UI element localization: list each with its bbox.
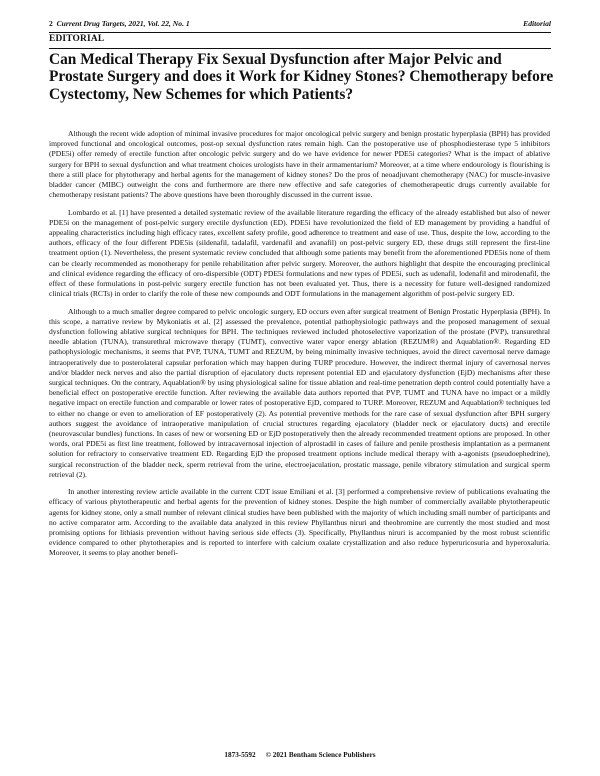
article-type: Editorial [523, 19, 551, 28]
running-head [49, 19, 551, 28]
paragraph-1: Although the recent wide adoption of minimal invasive procedures for major oncological pelvic surgery and benign prostatic hyperplasia (BPH) has provided improved functional and oncological outcomes, post-op sexual dysfunction rates remain high. Can the postoperative use of phosphodiesterase type 5 inhibitors (PDE5i) offer remedy of erectile function after oncologic pelvic surgery and do we have evidence for newer PDE5i categories? What is the impact of ablative surgery for BPH to sexual dysfunction and what treatment choices urologists have in their armamentarium? Moreover, at a time where endourology is flourishing is there a still place for phytotherapy and herbal agents for the management of kidney stones? Do the pros of neoadjuvant chemotherapy (NAC) for muscle-invasive bladder cancer (MIBC) outweight the cons and furthermore are there new effective and safe categories of chemotherapeutic drugs currently available for chemotherapy resistant patients? The above questions have been thoroughly discussed in the current issue. [49, 129, 550, 200]
paragraph-4: In another interesting review article available in the current CDT issue Emiliani et al. [3] performed a comprehensive review of publications evaluating the efficacy of various phytotherapeutic and herbal agents for the prevention of kidney stones. Despite the high number of commercially available phytotherapeutic agents for kidney stone, only a small number of relevant clinical studies have been published with the majority of which including small number of participants and no active comparator arm. According to the available data analyzed in this review Phyllanthus niruri and theobromine are currently the most studied and most promising options for lithiasis prevention without having serious side effects (3). Specifically, Phyllanthus niruri is accompanied by the most robust scientific evidence compared to other phytotherapies and is reported to interfere with calcium oxalate crystallization and also reduce hyperuricosuria and hyperoxaluria. Moreover, it seems to play another benefi- [49, 487, 550, 558]
page-number: 2 [49, 19, 53, 28]
article-title: Can Medical Therapy Fix Sexual Dysfunction after Major Pelvic and Prostate Surgery and does it Work for Kidney Stones? Chemotherapy before Cystectomy, New Schemes for which Patients? [49, 51, 554, 103]
article-body [49, 129, 550, 566]
paragraph-3: Although to a much smaller degree compared to pelvic oncologic surgery, ED occurs even after surgical treatment of Benign Prostatic Hyperplasia (BPH). In this scope, a narrative review by Mykoniatis et al. [2] assessed the prevalence, potential pathophysiologic pathways and the proposed management of sexual dysfunction following ablative surgical techniques for BPH. The techniques reviewed included photoselective vaporization of the prostate (PVP), transurethral needle ablation (TUNA), transurethral microwave therapy (TUMT), convective water vapor energy ablation (REZUM®) and Aquablation®. Regarding ED pathophysiologic mechanisms, it seems that PVP, TUNA, TUMT and REZUM, by being minimally invasive techniques, avoid the direct cavernosal nerve damage intraoperatively due to posterolateral capsular perforation which may happen during TURP procedure. However, the indirect thermal injury of cavernosal nerves and/or bladder neck nerves and also the partial disruption of ejaculatory ducts represent potential ED and ejaculatory dysfunction (EjD) mechanisms after these surgical techniques. On the contrary, Aquablation® by using physiological saline for tissue ablation and real-time penetration depth control could potentially have a beneficial effect on postoperative erectile function. After reviewing the available data authors reported that PVP, TUMT and TUNA have no impact or a mildly negative impact on erectile function and comparable or lower rates of postoperative EjD, compared to TURP. Moreover, REZUM and Aquablation® techniques led to either no change or even to amelioration of EF postoperatively (2). As potential preventive methods for the rare case of sexual dysfunction after BPH surgery authors suggest the avoidance of intraoperative manipulation of crucial structures regarding ejaculatory (bladder neck or ejaculatory ducts) and erectile (neurovascular bundles) functions. In cases of new or worsening ED or EjD postoperatively then the already recommended treatment options are proposed. In other words, oral PDE5i as first line treatment, followed by intracavernosal injection of alprostadil in cases of failure and penile prosthesis implantation as a permanent solution for refractory to conservative treatment ED. Regarding EjD the proposed treatment options include medical therapy with a-agonists (pseudoephedrine), surgical reconstruction of the bladder neck, sperm retrieval from the urine, electroejaculation, prostatic massage, penile vibratory stimulation and surgical sperm retrieval (2). [49, 306, 550, 479]
journal-name: Current Drug Targets [56, 19, 125, 28]
section-label: EDITORIAL [49, 34, 105, 44]
section-rule [49, 48, 551, 49]
paragraph-2: Lombardo et al. [1] have presented a detailed systematic review of the available literature regarding the efficacy of the already established but also of newer PDE5i on the management of post-pelvic surgery erectile dysfunction (ED). PDE5i have revolutionized the field of ED management by providing a handful of appealing characteristics including high efficacy rates, excellent safety profile, good adherence to treatment and ease of use. Thus, despite the low, according to the authors, efficacy of the four different PDE5is (sildenafil, tadalafil, vardenafil and avanafil) on post-pelvic surgery ED, these drugs still represent the first-line treatment option (1). Nevertheless, the present systematic review concluded that although some patients may benefit from the aforementioned PDE5is none of them can be clearly recommended as monotherapy for penile rehabilitation after pelvic surgery. Moreover, the authors highlight that despite the encouraging preclinical and clinical evidence regarding the efficacy of oro-dispersible (ODT) PDE5i formulations and new types of PDE5i, such as udenafil, lodenafil and mirodenafil, the effect of these formulations in post-pelvic surgery erectile function has not been evaluated yet. Thus, there is a necessity for future well-designed randomized clinical trials (RCTs) in order to clarify the role of these new compounds and ODT formulations in the management algorithm of post-pelvic surgery ED. [49, 207, 550, 299]
page-footer [0, 751, 600, 759]
volume-info: , 2021, Vol. 22, No. 1 [124, 19, 190, 28]
copyright: © 2021 Bentham Science Publishers [265, 751, 376, 759]
running-head-left [49, 19, 190, 28]
issn: 1873-5592 [224, 751, 256, 759]
header-rule [49, 32, 551, 33]
